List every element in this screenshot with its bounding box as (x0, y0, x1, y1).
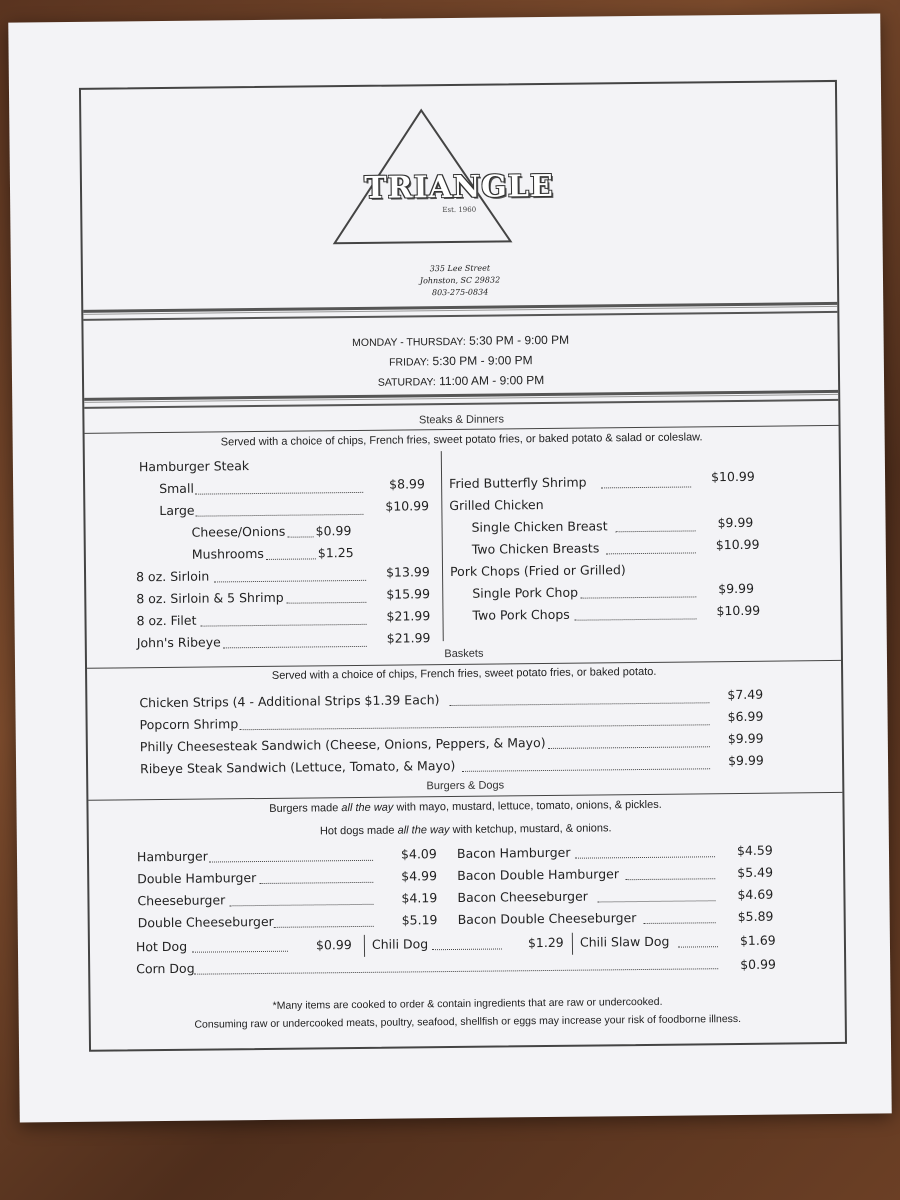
menu-item-price: $4.59 (736, 842, 773, 859)
restaurant-name: TRIANGLE (364, 168, 554, 206)
burgers-note: Burgers made all the way with mayo, mustard, lettuce, tomato, onions, & pickles. (269, 798, 662, 815)
dot-leader (240, 724, 710, 730)
menu-item-name: Two Chicken Breasts (471, 540, 600, 557)
item-divider (572, 933, 573, 955)
dot-leader (230, 904, 374, 907)
dot-leader (223, 646, 367, 649)
dot-leader (678, 946, 718, 947)
dot-leader (432, 948, 502, 950)
menu-item-price: $0.99 (315, 523, 352, 539)
divider-rule (84, 390, 838, 409)
hamburger-steak-heading: Hamburger Steak (138, 458, 250, 475)
menu-item-price: $1.29 (527, 934, 564, 951)
item-divider (364, 935, 365, 957)
menu-item-name: 8 oz. Sirloin (135, 568, 210, 585)
column-divider (441, 451, 444, 641)
pork-chops-heading: Pork Chops (Fried or Grilled) (449, 562, 626, 579)
footer-disclaimer-1: *Many items are cooked to order & contain ingredients that are raw or undercooked. (272, 995, 663, 1012)
menu-item-name: Mushrooms (191, 545, 264, 562)
menu-paper (8, 13, 891, 1122)
dot-leader (195, 514, 363, 517)
menu-item-price: $5.19 (401, 912, 438, 928)
dot-leader (616, 530, 696, 532)
dot-leader (601, 486, 691, 488)
menu-item-price: $5.49 (737, 864, 774, 881)
hours-weekday: MONDAY - THURSDAY: 5:30 PM - 9:00 PM (352, 332, 570, 350)
menu-item-price: $1.25 (317, 545, 354, 561)
dot-leader (192, 951, 288, 953)
address-city: Johnston, SC 29832 (419, 275, 501, 286)
menu-item-name: Ribeye Steak Sandwich (Lettuce, Tomato, & Mayo) (140, 757, 456, 777)
menu-item-price: $10.99 (710, 468, 755, 485)
dot-leader (625, 878, 715, 880)
menu-item-price: $1.69 (739, 932, 776, 948)
menu-item-price: $10.99 (385, 498, 430, 514)
baskets-note: Served with a choice of chips, French fries, sweet potato fries, or baked potato. (271, 665, 657, 682)
hours-friday: FRIDAY: 5:30 PM - 9:00 PM (389, 353, 533, 369)
menu-item-name: Hot Dog (135, 938, 188, 955)
menu-item-name: Hamburger (136, 848, 208, 865)
established-year: Est. 1960 (442, 205, 477, 215)
menu-item-name: Chicken Strips (4 - Additional Strips $1.39 Each) (139, 692, 440, 711)
section-title-burgers: Burgers & Dogs (426, 779, 505, 793)
menu-item-price: $0.99 (315, 937, 352, 953)
menu-item-name: Bacon Hamburger (456, 844, 571, 861)
menu-item-price: $0.99 (740, 956, 777, 972)
menu-item-name: Philly Cheesesteak Sandwich (Cheese, Onions, Peppers, & Mayo) (139, 735, 546, 755)
dot-leader (214, 580, 366, 583)
menu-item-price: $5.89 (737, 908, 774, 925)
dot-leader (194, 968, 718, 974)
menu-item-name: Chili Slaw Dog (579, 933, 670, 950)
dot-leader (462, 768, 710, 772)
menu-item-name: Single Chicken Breast (471, 518, 608, 535)
menu-item-price: $4.19 (401, 890, 438, 906)
menu-item-price: $21.99 (386, 630, 431, 646)
menu-item-price: $9.99 (718, 580, 755, 597)
menu-item-name: Bacon Double Hamburger (457, 866, 619, 883)
dot-leader (580, 596, 696, 598)
dot-leader (286, 602, 366, 604)
menu-item-price: $4.69 (737, 886, 774, 903)
menu-item-name: 8 oz. Sirloin & 5 Shrimp (136, 589, 284, 607)
menu-item-name: Cheese/Onions (191, 523, 286, 540)
menu-item-price: $10.99 (716, 602, 761, 619)
steaks-note: Served with a choice of chips, French fries, sweet potato fries, or baked potato & salad or coleslaw. (220, 431, 703, 449)
menu-item-name: Popcorn Shrimp (139, 716, 239, 733)
dot-leader (575, 856, 715, 858)
menu-item-name: Chili Dog (371, 936, 429, 952)
dot-leader (274, 926, 374, 928)
dot-leader (288, 536, 314, 537)
menu-item-name: Fried Butterfly Shrimp (449, 474, 587, 492)
phone-number: 803-275-0834 (431, 287, 489, 298)
dot-leader (201, 624, 367, 627)
menu-item-name: Bacon Cheeseburger (457, 888, 588, 905)
menu-item-price: $9.99 (727, 752, 764, 769)
menu-item-price: $7.49 (727, 686, 764, 703)
dot-leader (266, 558, 316, 560)
divider-rule (83, 302, 837, 321)
menu-item-price: $9.99 (717, 514, 754, 531)
menu-item-price: $9.99 (727, 730, 764, 747)
dot-leader (575, 618, 697, 620)
menu-item-price: $8.99 (389, 476, 425, 492)
menu-item-price: $21.99 (386, 608, 431, 624)
dot-leader (209, 860, 373, 863)
dot-leader (548, 746, 710, 749)
menu-item-price: $6.99 (727, 708, 764, 725)
footer-disclaimer-2: Consuming raw or undercooked meats, poultry, seafood, shellfish or eggs may increase your risk of foodborne illness. (194, 1012, 742, 1031)
menu-item-name: Corn Dog (136, 960, 195, 977)
dot-leader (449, 702, 709, 706)
menu-item-name: Double Cheeseburger (137, 913, 274, 931)
menu-item-name: 8 oz. Filet (136, 612, 197, 629)
menu-frame (79, 80, 847, 1052)
menu-item-name: Double Hamburger (137, 870, 257, 887)
menu-item-name: Large (159, 502, 195, 519)
dot-leader (644, 922, 716, 924)
dot-leader (598, 900, 716, 902)
menu-item-price: $4.09 (400, 846, 437, 862)
dot-leader (195, 492, 363, 495)
section-title-steaks: Steaks & Dinners (418, 413, 504, 427)
menu-item-name: Single Pork Chop (472, 584, 579, 601)
menu-item-price: $4.99 (401, 868, 438, 884)
grilled-chicken-heading: Grilled Chicken (449, 497, 544, 514)
menu-item-price: $10.99 (715, 536, 760, 553)
dot-leader (606, 552, 696, 554)
menu-item-price: $15.99 (386, 586, 431, 602)
menu-item-name: Two Pork Chops (472, 606, 570, 623)
address-street: 335 Lee Street (429, 263, 491, 274)
hours-saturday: SATURDAY: 11:00 AM - 9:00 PM (377, 373, 545, 389)
dot-leader (259, 882, 373, 884)
section-title-baskets: Baskets (444, 647, 484, 661)
menu-item-price: $13.99 (385, 564, 430, 580)
menu-item-name: John's Ribeye (136, 634, 221, 651)
menu-item-name: Cheeseburger (137, 892, 226, 909)
menu-item-name: Bacon Double Cheeseburger (457, 910, 637, 927)
hotdogs-note: Hot dogs made all the way with ketchup, mustard, & onions. (319, 822, 612, 838)
menu-item-name: Small (159, 480, 194, 497)
